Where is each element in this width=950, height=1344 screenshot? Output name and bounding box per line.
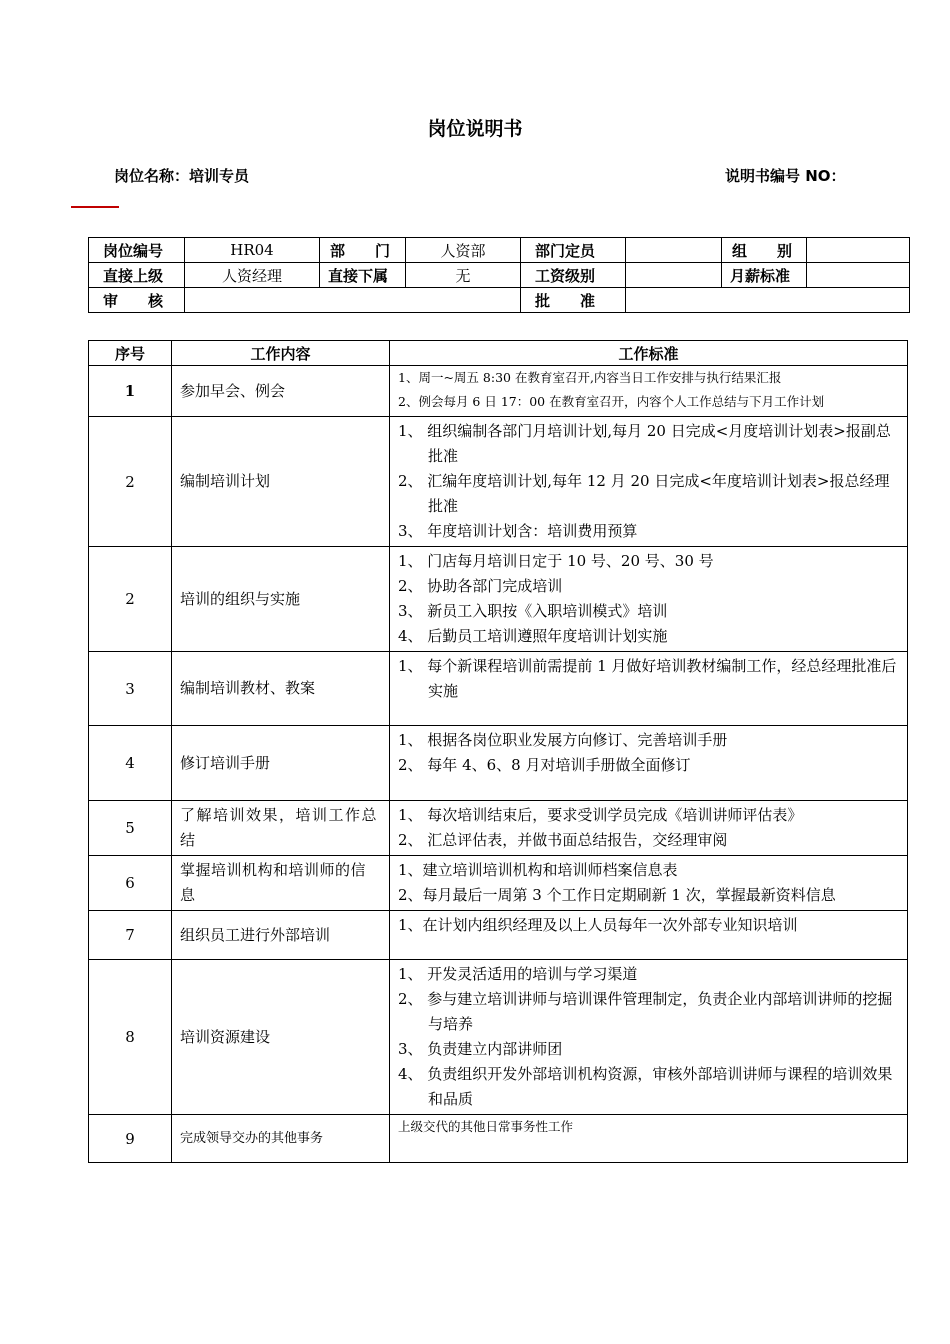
label-approve: 批 准 [521, 288, 626, 313]
value-direct-subordinate: 无 [406, 263, 521, 288]
info-row [89, 288, 910, 313]
header-content: 工作内容 [172, 341, 390, 366]
value-position-code: HR04 [185, 238, 320, 263]
header-no: 序号 [89, 341, 172, 366]
standard-item: 1、 根据各岗位职业发展方向修订、完善培训手册 [398, 731, 728, 749]
standard-item: 3、 负责建立内部讲师团 [398, 1040, 563, 1058]
row-number: 6 [89, 856, 172, 911]
row-standard [390, 366, 908, 417]
row-number: 9 [89, 1115, 172, 1163]
standard-item: 2、 每年 4、6、8 月对培训手册做全面修订 [398, 756, 691, 774]
row-content: 编制培训计划 [172, 417, 390, 547]
row-standard [390, 417, 908, 547]
table-row [89, 652, 908, 726]
table-row [89, 960, 908, 1115]
standard-item: 3、 新员工入职按《入职培训模式》培训 [398, 602, 668, 620]
standard-item: 1、建立培训培训机构和培训师档案信息表 [398, 861, 678, 879]
info-row [89, 263, 910, 288]
standard-item: 1、在计划内组织经理及以上人员每年一次外部专业知识培训 [398, 916, 798, 934]
row-content: 参加早会、例会 [172, 366, 390, 417]
table-row [89, 366, 908, 417]
label-headcount: 部门定员 [521, 238, 626, 263]
row-number: 3 [89, 652, 172, 726]
standard-item: 1、 每次培训结束后，要求受训学员完成《培训讲师评估表》 [398, 806, 803, 824]
label-position-code: 岗位编号 [89, 238, 185, 263]
row-content: 培训资源建设 [172, 960, 390, 1115]
row-content: 掌握培训机构和培训师的信息 [172, 856, 390, 911]
standard-item: 4、 后勤员工培训遵照年度培训计划实施 [398, 627, 668, 645]
standard-item: 3、 年度培训计划含：培训费用预算 [398, 522, 638, 540]
standard-item: 1、 开发灵活适用的培训与学习渠道 [398, 965, 638, 983]
row-standard [390, 652, 908, 726]
label-group: 组 别 [722, 238, 807, 263]
label-department: 部 门 [320, 238, 406, 263]
value-department: 人资部 [406, 238, 521, 263]
info-row [89, 238, 910, 263]
row-number: 2 [89, 547, 172, 652]
header-standard: 工作标准 [390, 341, 908, 366]
table-row [89, 547, 908, 652]
document-title: 岗位说明书 [427, 118, 523, 140]
row-standard [390, 911, 908, 960]
row-number: 4 [89, 726, 172, 801]
row-content: 培训的组织与实施 [172, 547, 390, 652]
row-standard [390, 801, 908, 856]
row-standard [390, 856, 908, 911]
table-row [89, 1115, 908, 1163]
row-content: 了解培训效果，培训工作总结 [172, 801, 390, 856]
document-number: 说明书编号 NO： [725, 167, 846, 185]
standard-item: 1、周一~周五 8:30 在教育室召开,内容当日工作安排与执行结果汇报 [398, 370, 782, 385]
standard-item: 2、例会每月 6 日 17：00 在教育室召开，内容个人工作总结与下月工作计划 [398, 394, 825, 409]
value-approve [626, 288, 910, 313]
red-underline-mark [71, 206, 119, 208]
row-number: 7 [89, 911, 172, 960]
label-salary-grade: 工资级别 [521, 263, 626, 288]
duties-table [88, 340, 908, 1163]
duties-header-row [89, 341, 908, 366]
standard-item: 1、 每个新课程培训前需提前 1 月做好培训教材编制工作，经总经理批准后实施 [398, 657, 897, 700]
standard-item: 1、 门店每月培训日定于 10 号、20 号、30 号 [398, 552, 714, 570]
standard-item: 上级交代的其他日常事务性工作 [398, 1119, 574, 1134]
table-row [89, 726, 908, 801]
row-standard [390, 547, 908, 652]
row-content: 组织员工进行外部培训 [172, 911, 390, 960]
value-monthly-salary [807, 263, 910, 288]
label-monthly-salary: 月薪标准 [722, 263, 807, 288]
standard-item: 2、 汇总评估表，并做书面总结报告，交经理审阅 [398, 831, 728, 849]
value-salary-grade [626, 263, 722, 288]
row-content: 完成领导交办的其他事务 [172, 1115, 390, 1163]
table-row [89, 856, 908, 911]
position-info-table [88, 237, 910, 313]
value-headcount [626, 238, 722, 263]
row-number: 8 [89, 960, 172, 1115]
position-name: 岗位名称：培训专员 [114, 167, 250, 185]
table-row [89, 911, 908, 960]
standard-item: 2、 汇编年度培训计划,每年 12 月 20 日完成<年度培训计划表>报总经理批准 [398, 472, 890, 515]
label-direct-superior: 直接上级 [89, 263, 185, 288]
value-group [807, 238, 910, 263]
standard-item: 2、 协助各部门完成培训 [398, 577, 563, 595]
value-direct-superior: 人资经理 [185, 263, 320, 288]
row-standard [390, 960, 908, 1115]
row-content: 修订培训手册 [172, 726, 390, 801]
standard-item: 4、 负责组织开发外部培训机构资源，审核外部培训讲师与课程的培训效果和品质 [398, 1065, 893, 1108]
standard-item: 2、 参与建立培训讲师与培训课件管理制定，负责企业内部培训讲师的挖掘与培养 [398, 990, 893, 1033]
value-review [185, 288, 521, 313]
label-review: 审 核 [89, 288, 185, 313]
row-number: 5 [89, 801, 172, 856]
label-direct-subordinate: 直接下属 [320, 263, 406, 288]
row-number: 2 [89, 417, 172, 547]
row-standard [390, 726, 908, 801]
table-row [89, 801, 908, 856]
row-standard [390, 1115, 908, 1163]
table-row [89, 417, 908, 547]
row-number: 1 [89, 366, 172, 417]
row-content: 编制培训教材、教案 [172, 652, 390, 726]
standard-item: 2、每月最后一周第 3 个工作日定期刷新 1 次，掌握最新资料信息 [398, 886, 836, 904]
standard-item: 1、 组织编制各部门月培训计划,每月 20 日完成<月度培训计划表>报副总批准 [398, 422, 891, 465]
